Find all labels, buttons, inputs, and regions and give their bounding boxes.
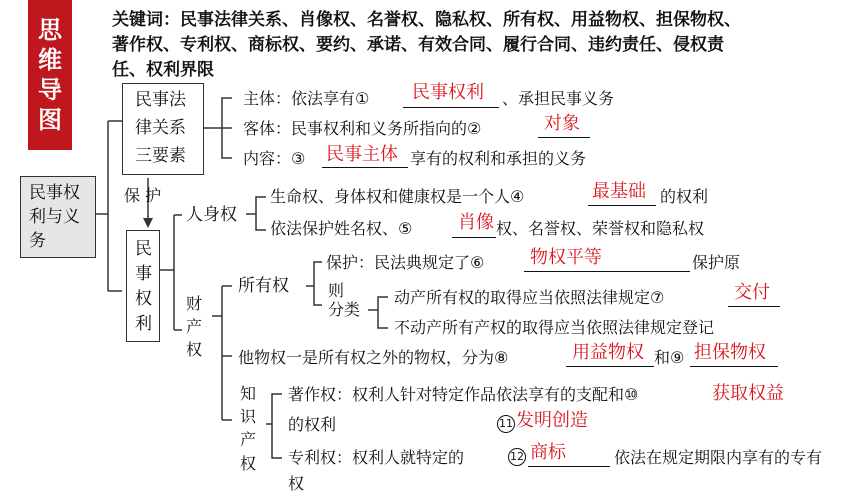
badge-char: 思 — [38, 16, 62, 44]
node-label-line: 律关系 — [135, 118, 186, 138]
personal-line-1-end: 的权利 — [660, 187, 709, 206]
answer-6: 物权平等 — [530, 247, 602, 268]
root-label-line: 民事权 — [29, 183, 80, 203]
label-char: 产 — [186, 317, 203, 337]
personal-line-2: 依法保护姓名权、⑤ — [270, 219, 413, 238]
badge-char: 图 — [38, 106, 62, 134]
patent-text-cont: 权 — [288, 474, 305, 493]
root-label-line: 利与义 — [29, 207, 80, 227]
ownership-protect: 保护：民法典规定了⑥ — [326, 253, 485, 272]
classification-line-1: 动产所有权的取得应当依照法律规定⑦ — [394, 288, 665, 307]
personal-rights-label: 人身权 — [186, 205, 237, 225]
keywords-line: 著作权、专利权、商标权、要约、承诺、有效合同、履行合同、违约责任、侵权责 — [112, 35, 724, 55]
ownership-protect-cont: 则 — [328, 281, 345, 300]
answer-blank — [566, 366, 654, 367]
answer-4: 最基础 — [592, 181, 646, 202]
protect-label: 保 护 — [124, 186, 162, 205]
personal-line-1: 生命权、身体权和健康权是一个人④ — [270, 187, 525, 206]
root-node — [20, 176, 96, 258]
answer-2: 对象 — [544, 113, 580, 134]
answer-blank — [403, 107, 499, 108]
label-char: 权 — [240, 453, 257, 473]
answer-5: 肖像 — [458, 212, 494, 233]
label-char: 权 — [186, 340, 203, 360]
subject-text-end: 、承担民事义务 — [502, 89, 615, 108]
patent-text: 专利权：权利人就特定的 — [288, 448, 465, 467]
label-char: 财 — [186, 294, 203, 313]
node-char: 民 — [135, 239, 152, 259]
classification-label: 分类 — [328, 300, 361, 319]
answer-blank — [690, 366, 778, 367]
object-text: 客体：民事权利和义务所指向的② — [243, 119, 482, 138]
content-text: 内容：③ — [243, 149, 306, 168]
number-12-circle: 12 — [508, 448, 526, 466]
answer-8: 用益物权 — [572, 342, 644, 363]
badge-char: 导 — [38, 76, 62, 104]
answer-blank — [452, 237, 496, 238]
keywords-line: 关键词：民事法律关系、肖像权、名誉权、隐私权、所有权、用益物权、担保物权、 — [112, 10, 741, 30]
ownership-protect-end: 保护原 — [692, 253, 741, 272]
other-rights-text: 他物权一是所有权之外的物权，分为⑧ — [238, 348, 509, 367]
copyright-text: 著作权：权利人针对特定作品依法享有的支配和⑩ — [288, 385, 639, 404]
answer-blank — [524, 271, 690, 272]
number-11-circle: 11 — [497, 415, 515, 433]
node-label-line: 民事法 — [135, 90, 186, 110]
node-char: 权 — [135, 289, 152, 309]
civil-rights-node — [126, 230, 160, 342]
personal-line-2-end: 权、名誉权、荣誉权和隐私权 — [496, 219, 705, 238]
content-text-end: 享有的权利和承担的义务 — [410, 149, 587, 168]
keywords-line: 任、权利界限 — [112, 60, 214, 80]
ip-rights-label — [240, 382, 256, 475]
node-char: 事 — [135, 264, 152, 284]
ownership-label: 所有权 — [238, 276, 289, 296]
subject-text: 主体：依法享有① — [243, 89, 370, 108]
answer-blank — [728, 306, 780, 307]
answer-11: 发明创造 — [516, 410, 588, 431]
classification-line-2: 不动产所有产权的取得应当依照法律规定登记 — [394, 318, 715, 337]
answer-3: 民事主体 — [326, 144, 398, 165]
node-char: 利 — [135, 314, 152, 334]
answer-10: 获取权益 — [712, 383, 784, 404]
answer-blank — [538, 137, 590, 138]
other-rights-mid: 和⑨ — [654, 348, 685, 367]
badge-char: 维 — [38, 46, 62, 74]
answer-7: 交付 — [734, 282, 770, 303]
answer-9: 担保物权 — [694, 342, 766, 363]
answer-blank — [322, 167, 408, 168]
answer-blank — [588, 205, 656, 206]
label-char: 产 — [240, 430, 257, 450]
answer-1: 民事权利 — [412, 82, 484, 103]
label-char: 识 — [240, 407, 257, 427]
legal-relation-elements-node — [122, 83, 204, 175]
node-label-line: 三要素 — [135, 146, 186, 166]
property-rights-label — [186, 292, 202, 362]
label-char: 知 — [240, 384, 257, 403]
root-label-line: 务 — [29, 231, 46, 251]
answer-12: 商标 — [530, 442, 566, 463]
copyright-text-cont: 的权利 — [288, 415, 337, 434]
patent-text-end: 依法在规定期限内享有的专有 — [614, 448, 823, 467]
answer-blank — [528, 466, 610, 467]
